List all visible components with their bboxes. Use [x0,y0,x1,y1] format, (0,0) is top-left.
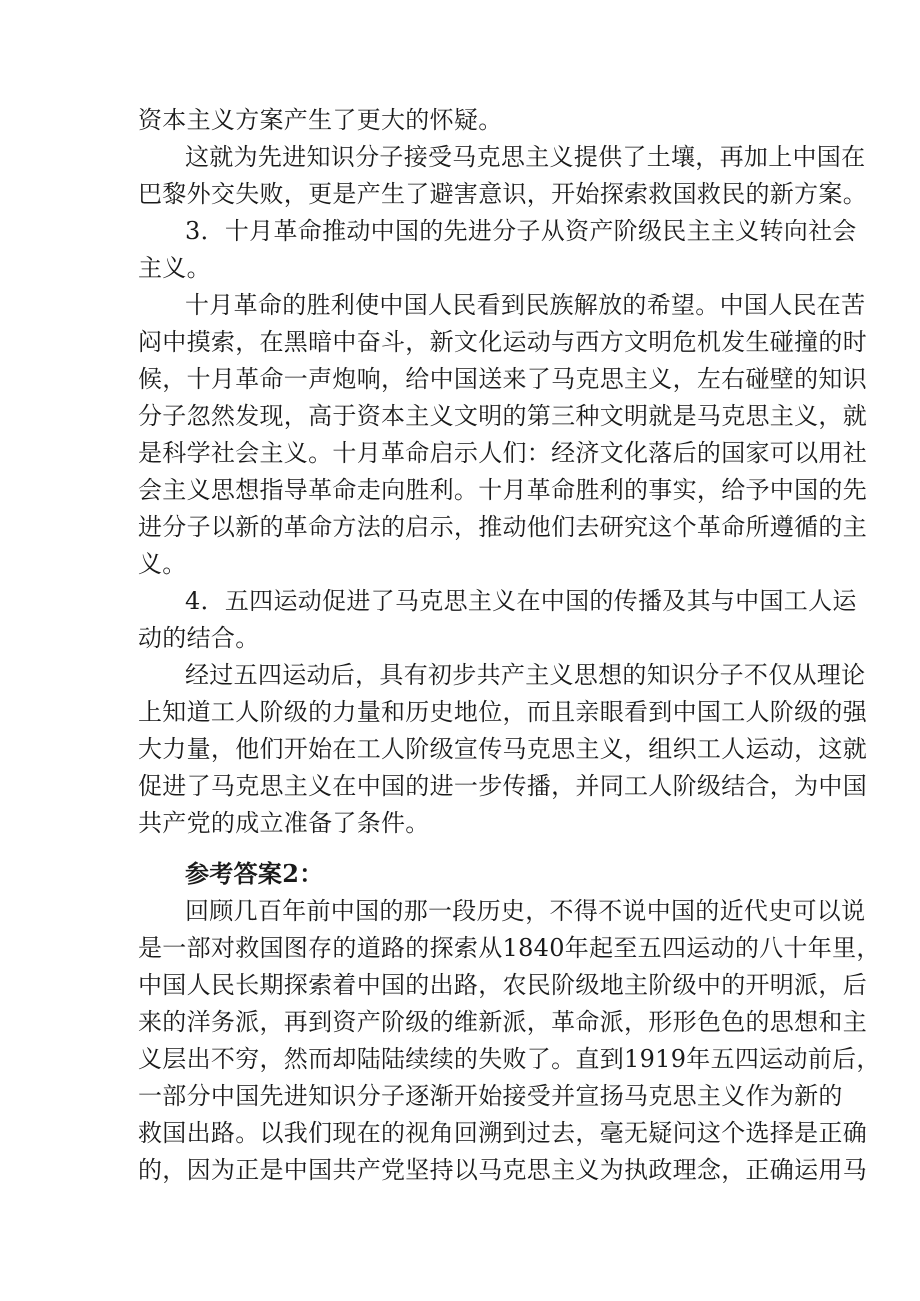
text-line: 来的洋务派，再到资产阶级的维新派，革命派，形形色色的思想和主 [138,1008,867,1036]
text-line: 回顾几百年前中国的那一段历史，不得不说中国的近代史可以说 [185,897,866,925]
text-line: 闷中摸索，在黑暗中奋斗，新文化运动与西方文明危机发生碰撞的时 [138,328,867,356]
text-line: 资本主义方案产生了更大的怀疑。 [138,106,503,134]
text-line: 共产党的成立准备了条件。 [138,809,430,837]
text-line: 促进了马克思主义在中国的进一步传播，并同工人阶级结合，为中国 [138,772,867,800]
text-line: 这就为先进知识分子接受马克思主义提供了土壤，再加上中国在 [185,143,866,171]
text-line: 主义。 [138,254,211,282]
text-line: 候，十月革命一声炮响，给中国送来了马克思主义，左右碰壁的知识 [138,365,867,393]
text-line: 分子忽然发现，高于资本主义文明的第三种文明就是马克思主义，就 [138,402,867,430]
text-line: 大力量，他们开始在工人阶级宣传马克思主义，组织工人运动，这就 [138,735,867,763]
text-line: 义层出不穷，然而却陆陆续续的失败了。直到1919年五四运动前后， [138,1045,881,1073]
text-line: 中国人民长期探索着中国的出路，农民阶级地主阶级中的开明派，后 [138,971,867,999]
text-line: 救国出路。以我们现在的视角回溯到过去，毫无疑问这个选择是正确 [138,1119,867,1147]
text-line: 经过五四运动后，具有初步共产主义思想的知识分子不仅从理论 [185,661,866,689]
text-line: 是一部对救国图存的道路的探索从1840年起至五四运动的八十年里， [138,934,881,962]
text-line: 会主义思想指导革命走向胜利。十月革命胜利的事实，给予中国的先 [138,476,867,504]
text-line: 是科学社会主义。十月革命启示人们：经济文化落后的国家可以用社 [138,439,867,467]
text-line: 上知道工人阶级的力量和历史地位，而且亲眼看到中国工人阶级的强 [138,698,867,726]
text-line: 一部分中国先进知识分子逐渐开始接受并宣扬马克思主义作为新的 [138,1082,843,1110]
text-line: 进分子以新的革命方法的启示，推动他们去研究这个革命所遵循的主 [138,513,867,541]
text-line: 的，因为正是中国共产党坚持以马克思主义为执政理念，正确运用马 [138,1156,867,1184]
text-line: 义。 [138,550,187,578]
text-line: 动的结合。 [138,624,260,652]
list-heading-4: 4．五四运动促进了马克思主义在中国的传播及其与中国工人运 [185,587,857,615]
answer-heading: 参考答案2： [185,859,324,888]
text-line: 巴黎外交失败，更是产生了避害意识，开始探索救国救民的新方案。 [138,180,867,208]
text-line: 十月革命的胜利使中国人民看到民族解放的希望。中国人民在苦 [185,291,866,319]
list-heading-3: 3．十月革命推动中国的先进分子从资产阶级民主主义转向社会 [185,217,857,245]
